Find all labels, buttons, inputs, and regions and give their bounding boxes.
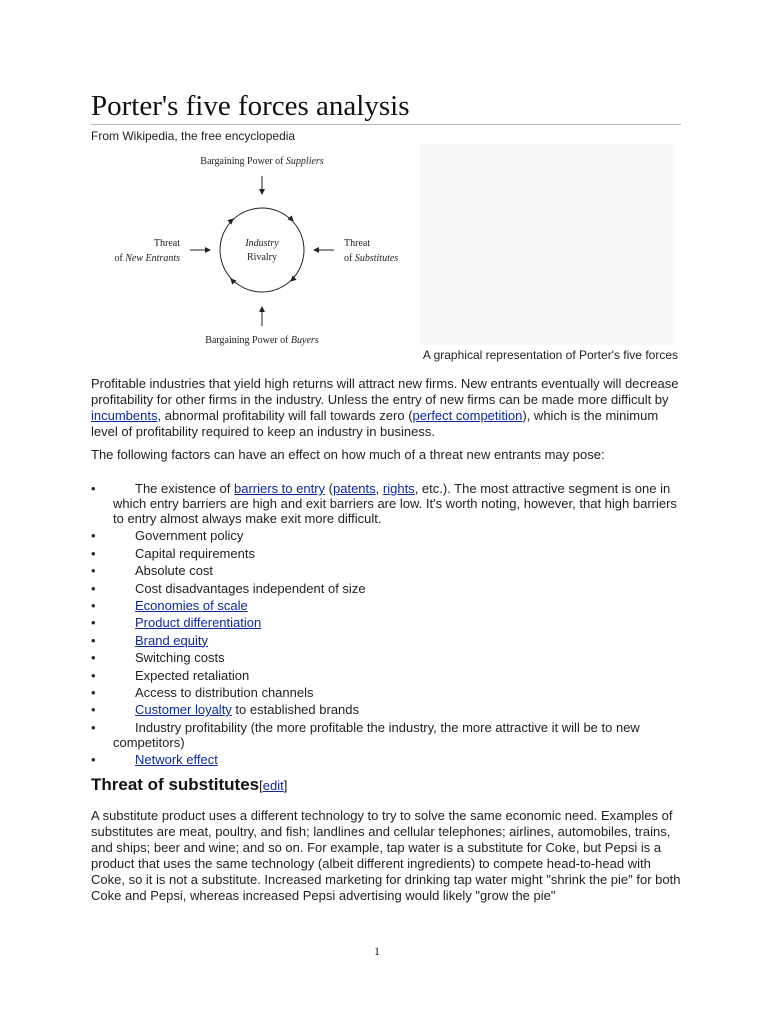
list-item: • Brand equity xyxy=(91,632,208,648)
title-divider xyxy=(91,124,681,125)
list-item: • The existence of barriers to entry (patents, rights, etc.). The most attractive segment is one in which entry barriers are high and exit barriers are low. It's worth noting, however, that high barriers to entry almost always make exit more difficult. xyxy=(91,481,677,526)
section-heading-substitutes: Threat of substitutes[edit] xyxy=(91,775,288,794)
five-forces-diagram xyxy=(100,150,410,350)
rivalry-label-1: Industry xyxy=(245,238,279,249)
link-incumbents[interactable]: incumbents xyxy=(91,408,158,423)
list-item: • Absolute cost xyxy=(91,563,214,579)
substitutes-label-1: Threat xyxy=(344,238,371,249)
list-item: • Capital requirements xyxy=(91,545,255,561)
intro-paragraph: Profitable industries that yield high returns will attract new firms. New entrants eventually will decrease profitability for other firms in the industry. Unless the entry of new firms can be made more difficult by incumbents, abnormal profitability will fall towards zero (perfect competition), which is the minimum level of profitability required to keep an industry in business. xyxy=(91,376,679,439)
rivalry-circle xyxy=(220,208,304,292)
link-economies-of-scale[interactable]: Economies of scale xyxy=(135,597,248,613)
list-item: • Access to distribution channels xyxy=(91,684,314,700)
link-product-differentiation[interactable]: Product differentiation xyxy=(135,615,262,631)
list-item: • Network effect xyxy=(91,752,218,768)
substitutes-paragraph: A substitute product uses a different technology to try to solve the same economic need. Examples of substitutes are meat, poultry, and fish; landlines and cellular telephones; airlines, automobiles, trains, and ships; beer and wine; and so on. For example, tap water is a substitute for Coke, but Pepsi is a product that uses the same technology (albeit different ingredients) to compete head-to-head with Coke, so it is not a substitute. Increased marketing for drinking tap water might "shrink the pie" for both Coke and Pepsi, whereas increased Pepsi advertising would likely "grow the pie" xyxy=(91,808,681,903)
factors-intro: The following factors can have an effect on how much of a threat new entrants may pose: xyxy=(91,447,605,462)
figure-caption: A graphical representation of Porter's five forces xyxy=(422,348,678,362)
list-item: • Product differentiation xyxy=(91,615,262,631)
link-network-effect[interactable]: Network effect xyxy=(135,752,218,768)
list-item: • Customer loyalty to established brands xyxy=(91,702,360,718)
page-title: Porter's five forces analysis xyxy=(91,90,410,122)
link-brand-equity[interactable]: Brand equity xyxy=(135,632,208,648)
edit-link[interactable]: edit xyxy=(262,778,284,793)
link-customer-loyalty[interactable]: Customer loyalty xyxy=(135,702,232,718)
substitutes-label-2: of Substitutes xyxy=(344,253,399,264)
list-item: • Economies of scale xyxy=(91,597,248,613)
entry-factors-list xyxy=(91,481,681,769)
page-subtitle: From Wikipedia, the free encyclopedia xyxy=(91,129,296,143)
link-patents[interactable]: patents xyxy=(333,481,376,496)
rivalry-label-2: Rivalry xyxy=(247,252,277,263)
list-item: • Switching costs xyxy=(91,650,225,666)
entrants-label-2: of New Entrants xyxy=(114,253,180,264)
suppliers-label: Bargaining Power of Suppliers xyxy=(200,156,324,167)
list-item: • Cost disadvantages independent of size xyxy=(91,580,366,596)
page-number: 1 xyxy=(374,944,380,958)
link-perfect-competition[interactable]: perfect competition xyxy=(412,408,523,423)
list-item: • Government policy xyxy=(91,528,244,544)
link-barriers-to-entry[interactable]: barriers to entry xyxy=(234,481,326,496)
edit-link-group: [edit] xyxy=(259,778,288,793)
list-item: • Industry profitability (the more profitable the industry, the more attractive it will be to new competitors) xyxy=(91,719,640,750)
link-rights[interactable]: rights xyxy=(382,481,415,496)
list-item: • Expected retaliation xyxy=(91,667,250,683)
buyers-label: Bargaining Power of Buyers xyxy=(205,335,319,346)
figure-image-placeholder xyxy=(420,144,674,345)
entrants-label-1: Threat xyxy=(153,238,180,249)
